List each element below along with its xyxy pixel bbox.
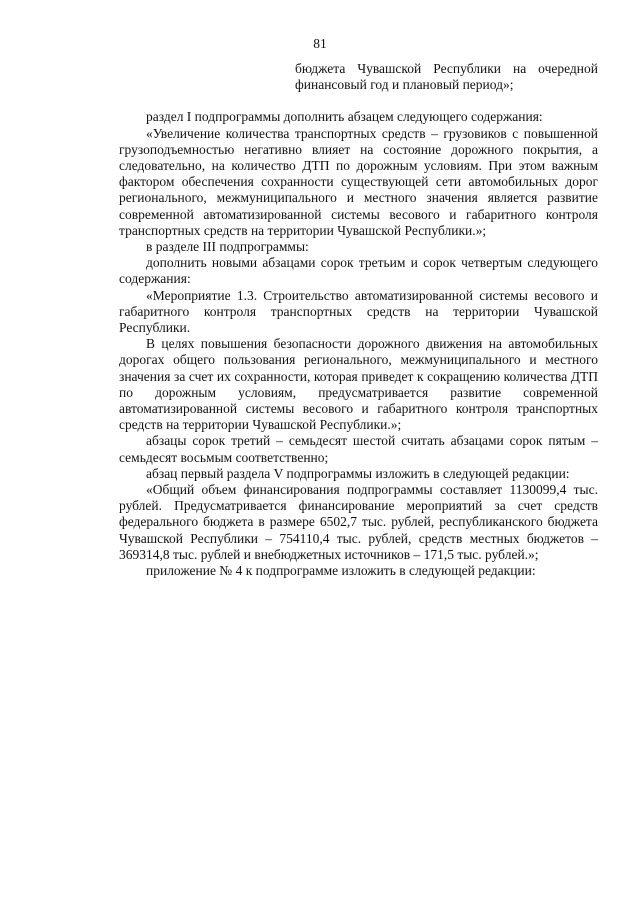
paragraph: В целях повышения безопасности дорожного движения на автомобильных дорогах общего пользования регионального, межмуниципального и местного значения за счет их сохранности, которая приведет к сокращению количества ДТП по дорожным условиям, предусматривается развитие современной автоматизированной системы весового и габаритного контроля транспортных средств на территории Чувашской Республики.»; bbox=[119, 336, 598, 433]
paragraph: абзацы сорок третий – семьдесят шестой считать абзацами сорок пятым – семьдесят восьмым соответственно; bbox=[119, 433, 598, 465]
paragraph-continuation: бюджета Чувашской Республики на очередной финансовый год и плановый период»; bbox=[295, 61, 598, 93]
paragraph: приложение № 4 к подпрограмме изложить в следующей редакции: bbox=[146, 563, 536, 579]
paragraph: раздел I подпрограммы дополнить абзацем следующего содержания: bbox=[146, 109, 543, 125]
paragraph: абзац первый раздела V подпрограммы изложить в следующей редакции: bbox=[146, 465, 570, 481]
paragraph: «Общий объем финансирования подпрограммы составляет 1130099,4 тыс. рублей. Предусматривается финансирование мероприятий за счет средств федерального бюджета в размере 6502,7 тыс. рублей, республиканского бюджета Чувашской Республики – 754110,4 тыс. рублей, средств местных бюджетов – 369314,8 тыс. рублей и внебюджетных источников – 171,5 тыс. рублей.»; bbox=[119, 482, 598, 562]
paragraph: дополнить новыми абзацами сорок третьим и сорок четвертым следующего содержания: bbox=[119, 255, 598, 287]
paragraph: «Мероприятие 1.3. Строительство автоматизированной системы весового и габаритного контроля транспортных средств на территории Чувашской Республики. bbox=[119, 287, 598, 336]
paragraph-spacer bbox=[119, 93, 598, 109]
document-body bbox=[119, 61, 598, 579]
paragraph: в разделе III подпрограммы: bbox=[146, 239, 309, 255]
paragraph: «Увеличение количества транспортных средств – грузовиков с повышенной грузоподъемностью негативно влияет на состояние дорожного покрытия, а следовательно, на количество ДТП по дорожным условиям. При этом важным фактором обеспечения сохранности существующей сети автомобильных дорог регионального, межмуниципального и местного значения является развитие современной автоматизированной системы весового и габаритного контроля транспортных средств на территории Чувашской Республики.»; bbox=[119, 125, 598, 238]
page-number: 81 bbox=[313, 36, 327, 51]
